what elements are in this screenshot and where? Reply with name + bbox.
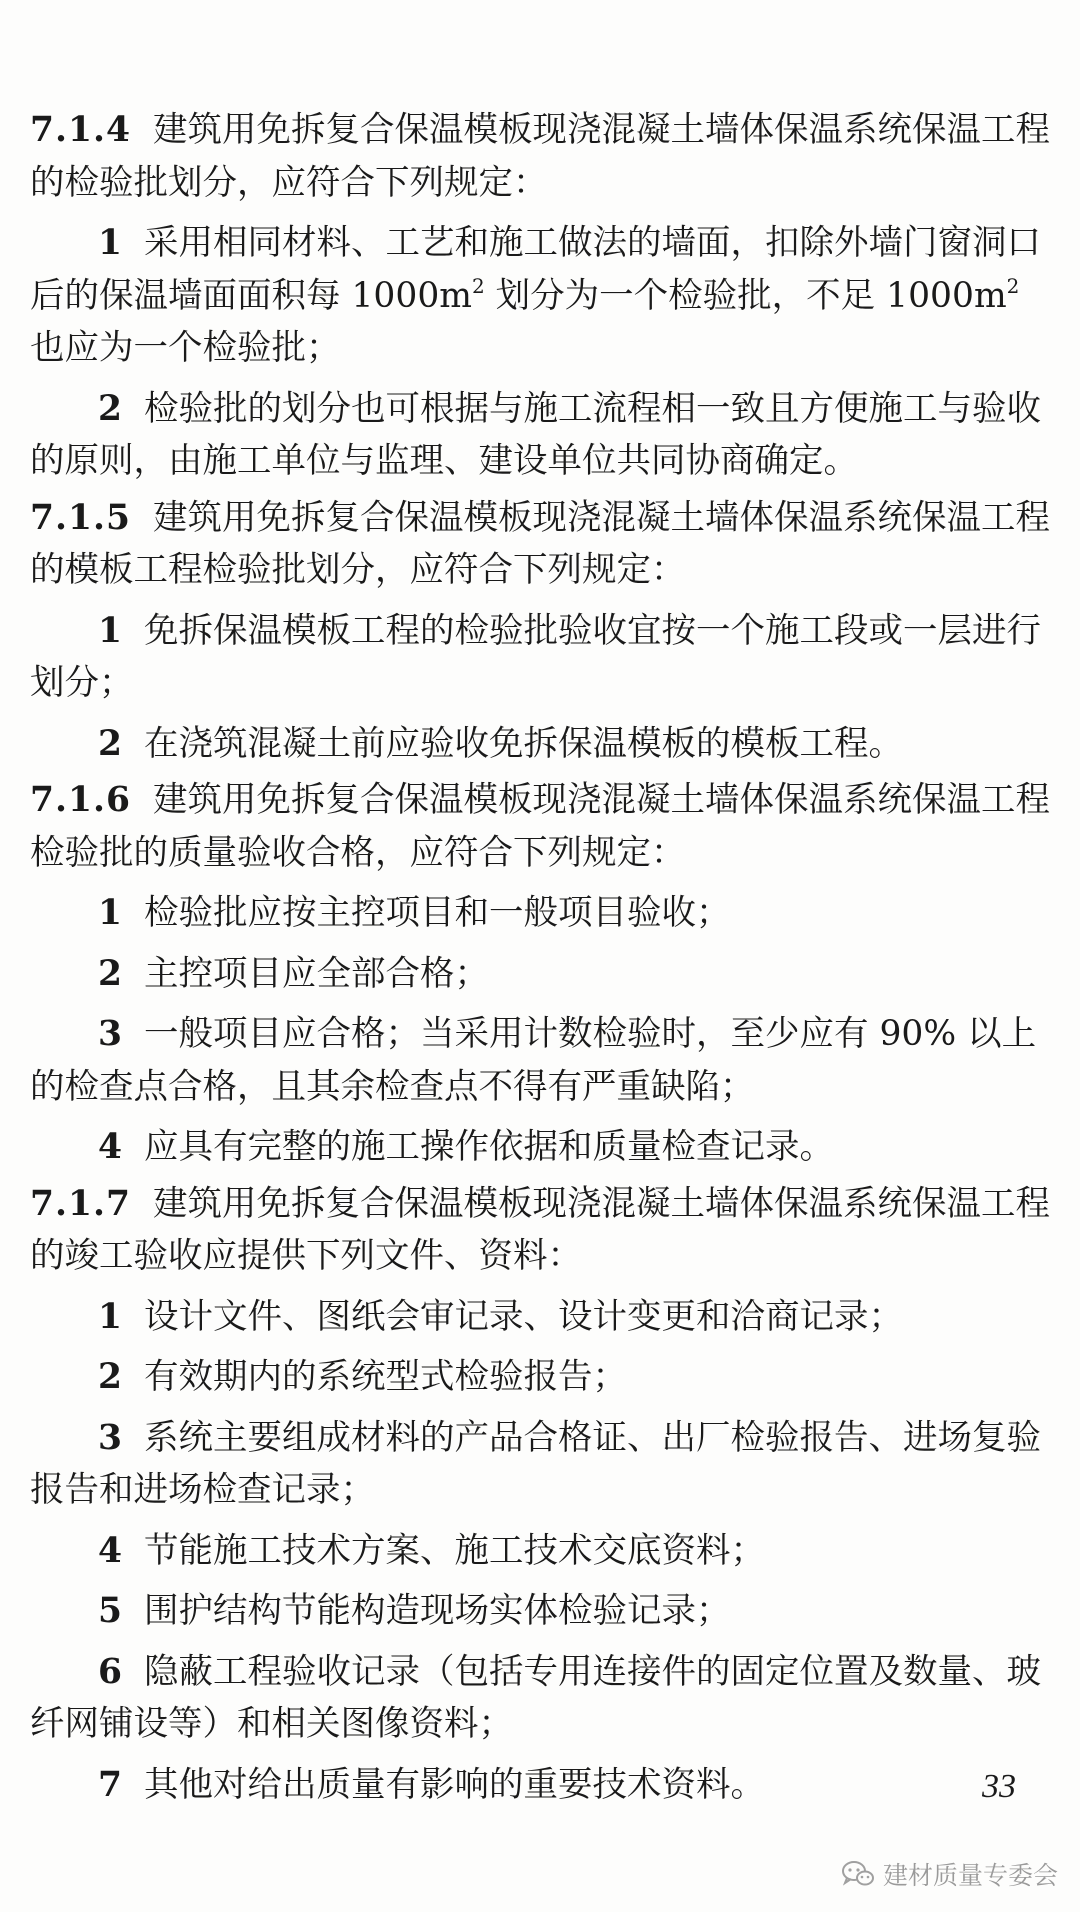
superscript: 2 — [471, 273, 485, 298]
clause-number: 7.1.5 — [30, 497, 132, 538]
item-number: 4 — [98, 1127, 123, 1167]
item-text: 划分为一个检验批，不足 1000m — [484, 275, 1007, 316]
item-number: 2 — [98, 723, 123, 764]
list-item — [30, 1121, 1060, 1174]
clause-text: 建筑用免拆复合保温模板现浇混凝土墙体保温系统保温工程的模板工程检验批划分，应符合下列规定： — [30, 497, 1051, 590]
list-item — [30, 217, 1060, 375]
list-item — [30, 383, 1060, 488]
item-text: 采用相同材料、工艺和施工做法的墙面，扣除外墙门窗洞口后的保温墙面面积每 1000m — [30, 223, 1042, 316]
list-item — [30, 1291, 1060, 1344]
clause-text: 建筑用免拆复合保温模板现浇混凝土墙体保温系统保温工程的检验批划分，应符合下列规定： — [30, 110, 1051, 203]
item-number: 4 — [98, 1530, 123, 1571]
document-body — [30, 104, 1060, 1811]
item-text: 一般项目应合格；当采用计数检验时，至少应有 90% 以上的检查点合格，且其余检查点不得有严重缺陷； — [30, 1014, 1037, 1107]
item-text: 围护结构节能构造现场实体检验记录； — [144, 1591, 731, 1631]
list-item — [30, 1412, 1060, 1517]
item-text: 主控项目应全部合格； — [144, 953, 490, 994]
item-text: 节能施工技术方案、施工技术交底资料； — [144, 1530, 766, 1571]
watermark — [841, 1856, 1058, 1892]
clause-7-1-6 — [30, 774, 1060, 879]
item-number: 6 — [98, 1651, 123, 1692]
item-number: 2 — [98, 388, 123, 429]
list-item — [30, 1646, 1060, 1751]
clause-text: 建筑用免拆复合保温模板现浇混凝土墙体保温系统保温工程的竣工验收应提供下列文件、资料： — [30, 1183, 1051, 1276]
list-item — [30, 1759, 1060, 1812]
item-number: 5 — [98, 1591, 123, 1631]
list-item — [30, 1008, 1060, 1113]
item-number: 7 — [98, 1764, 123, 1805]
list-item — [30, 948, 1060, 1001]
wechat-icon — [841, 1859, 875, 1889]
list-item — [30, 1585, 1060, 1638]
item-number: 3 — [98, 1417, 123, 1458]
list-item — [30, 1351, 1060, 1404]
clause-number: 7.1.4 — [30, 110, 132, 150]
item-text: 应具有完整的施工操作依据和质量检查记录。 — [144, 1127, 835, 1167]
item-text: 免拆保温模板工程的检验批验收宜按一个施工段或一层进行划分； — [30, 610, 1042, 703]
clause-text: 建筑用免拆复合保温模板现浇混凝土墙体保温系统保温工程检验批的质量验收合格，应符合下列规定： — [30, 780, 1051, 873]
clause-number: 7.1.7 — [30, 1183, 132, 1224]
item-text: 系统主要组成材料的产品合格证、出厂检验报告、进场复验报告和进场检查记录； — [30, 1417, 1042, 1510]
item-text: 在浇筑混凝土前应验收免拆保温模板的模板工程。 — [144, 723, 904, 764]
item-text: 检验批的划分也可根据与施工流程相一致且方便施工与验收的原则，由施工单位与监理、建设单位共同协商确定。 — [30, 388, 1042, 481]
item-text: 其他对给出质量有影响的重要技术资料。 — [144, 1764, 766, 1805]
clause-7-1-4 — [30, 104, 1060, 209]
item-number: 3 — [98, 1014, 123, 1054]
clause-7-1-7 — [30, 1178, 1060, 1283]
item-number: 2 — [98, 1357, 123, 1397]
watermark-text: 建材质量专委会 — [882, 1861, 1058, 1890]
item-number: 1 — [98, 223, 123, 263]
item-text: 设计文件、图纸会审记录、设计变更和洽商记录； — [144, 1296, 904, 1337]
item-text: 隐蔽工程验收记录（包括专用连接件的固定位置及数量、玻纤网铺设等）和相关图像资料； — [30, 1651, 1042, 1744]
page-number: 33 — [982, 1768, 1016, 1805]
list-item — [30, 718, 1060, 771]
item-text: 检验批应按主控项目和一般项目验收； — [144, 893, 731, 933]
list-item — [30, 887, 1060, 940]
list-item — [30, 1525, 1060, 1578]
item-text: 有效期内的系统型式检验报告； — [144, 1357, 628, 1397]
item-number: 1 — [98, 1296, 123, 1337]
clause-7-1-5 — [30, 492, 1060, 597]
item-number: 2 — [98, 953, 123, 994]
superscript: 2 — [1006, 273, 1020, 298]
list-item — [30, 605, 1060, 710]
item-number: 1 — [98, 893, 123, 933]
clause-number: 7.1.6 — [30, 780, 132, 820]
item-number: 1 — [98, 610, 123, 651]
item-text: 也应为一个检验批； — [30, 328, 341, 368]
